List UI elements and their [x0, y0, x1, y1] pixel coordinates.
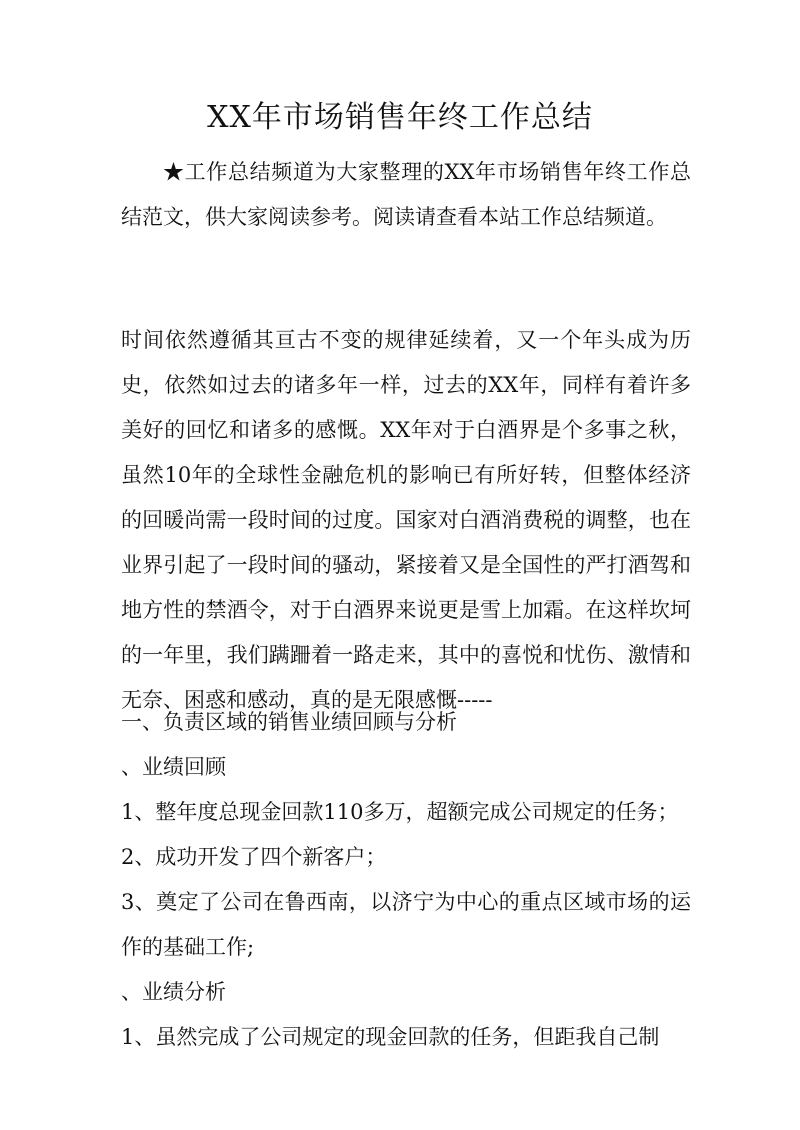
- section-heading: 一、负责区域的销售业绩回顾与分析: [121, 710, 457, 734]
- section-list: [121, 700, 691, 1060]
- subsection-heading: 、业绩分析: [121, 980, 226, 1004]
- list-item: 1、整年度总现金回款110多万，超额完成公司规定的任务；: [121, 800, 679, 824]
- list-item: 3、奠定了公司在鲁西南，以济宁为中心的重点区域市场的运作的基础工作;: [121, 890, 691, 959]
- body-paragraph: 时间依然遵循其亘古不变的规律延续着，又一个年头成为历史，依然如过去的诸多年一样，过去的XX年，同样有着许多美好的回忆和诸多的感慨。XX年对于白酒界是个多事之秋，虽然10年的全球性金融危机的影响已有所好转，但整体经济的回暖尚需一段时间的过度。国家对白酒消费税的调整，也在业界引起了一段时间的骚动，紧接着又是全国性的严打酒驾和地方性的禁酒令，对于白酒界来说更是雪上加霜。在这样坎坷的一年里，我们蹒跚着一路走来，其中的喜悦和忧伤、激情和无奈、困惑和感动，真的是无限感慨-----: [121, 328, 691, 712]
- list-item: 1、虽然完成了公司规定的现金回款的任务，但距我自己制: [121, 1025, 660, 1049]
- document-title: XX年市场销售年终工作总结: [207, 100, 593, 135]
- subsection-heading: 、业绩回顾: [121, 755, 226, 779]
- intro-paragraph: ★工作总结频道为大家整理的XX年市场销售年终工作总结范文，供大家阅读参考。阅读请查看本站工作总结频道。: [121, 160, 691, 229]
- list-item: 2、成功开发了四个新客户；: [121, 845, 387, 869]
